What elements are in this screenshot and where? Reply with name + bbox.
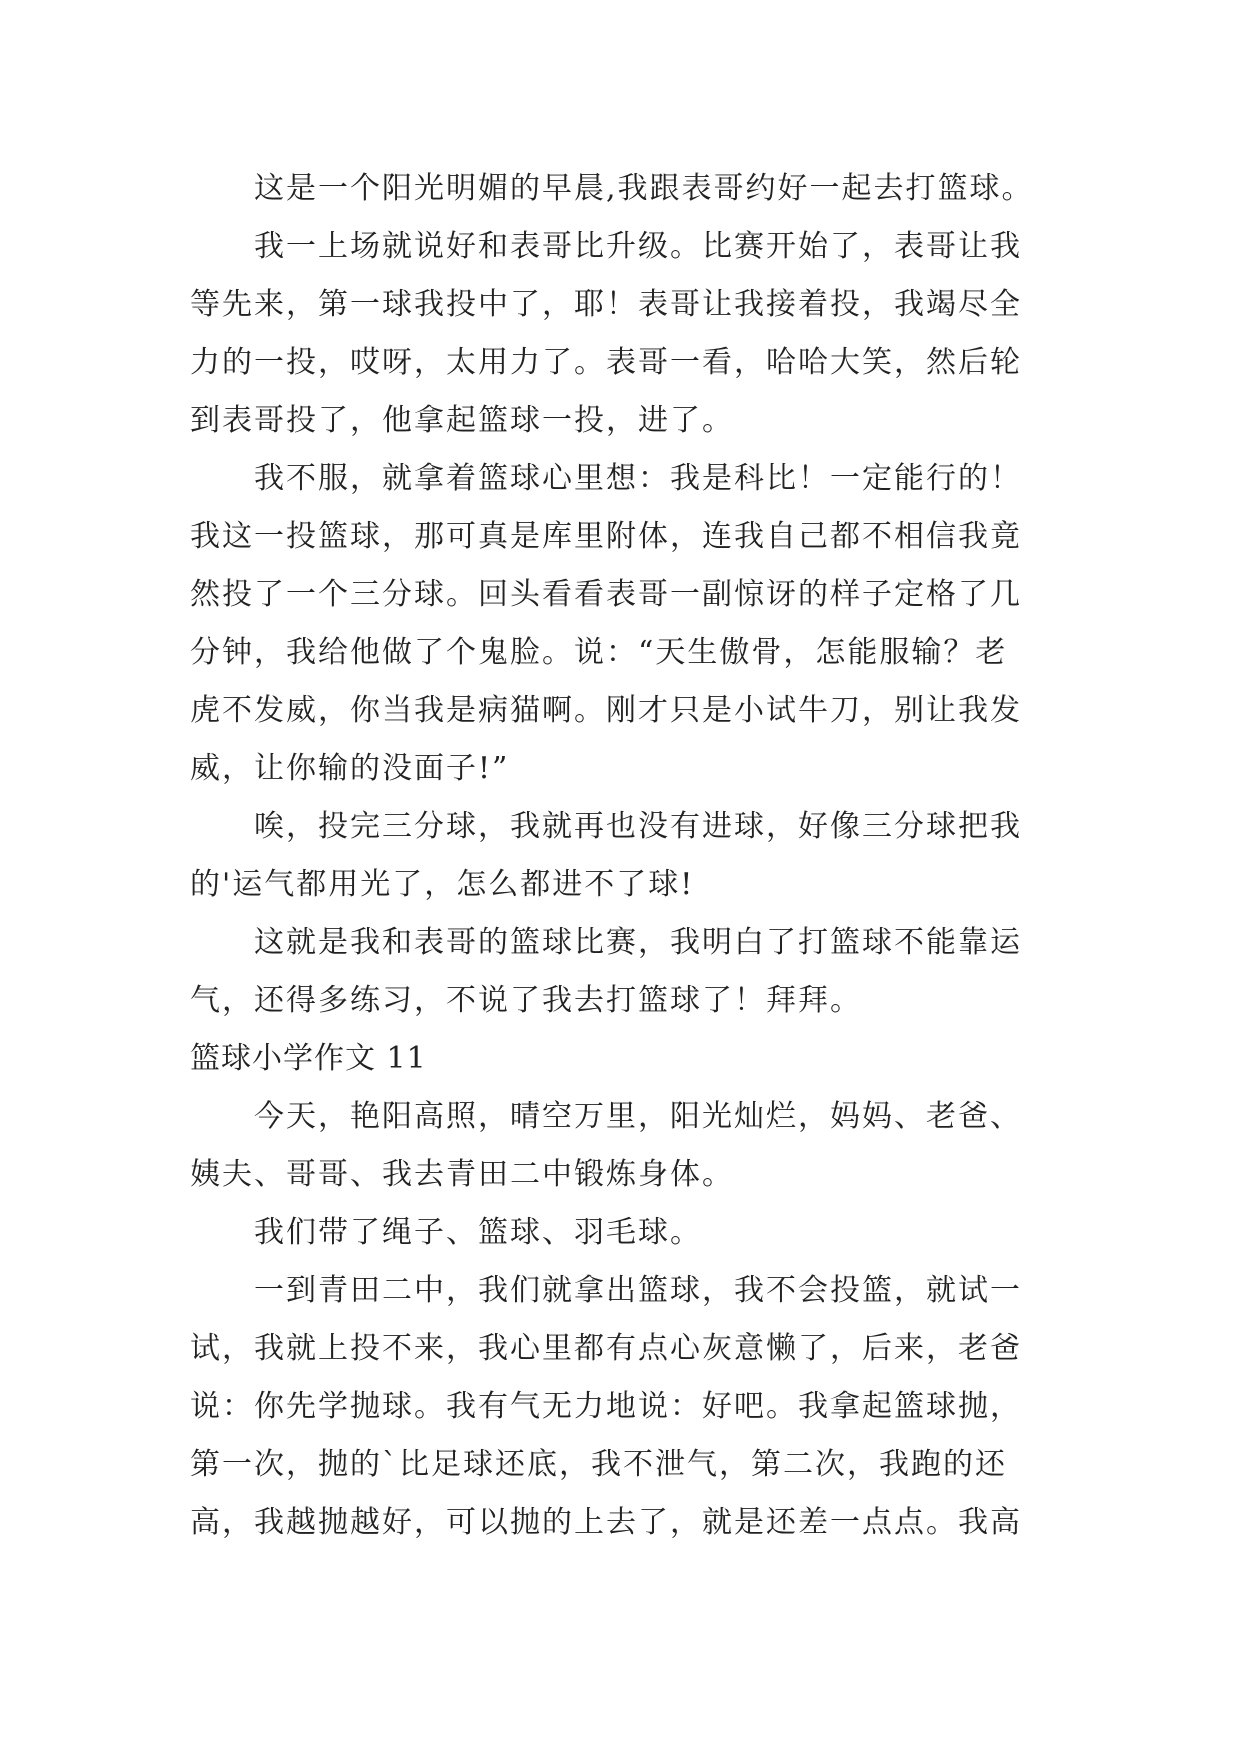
text-line: 高，我越抛越好，可以抛的上去了，就是还差一点点。我高 — [190, 1505, 1022, 1540]
text-line: 等先来，第一球我投中了，耶！表哥让我接着投，我竭尽全 — [190, 287, 1022, 322]
text-line: 的'运气都用光了，怎么都进不了球! — [190, 867, 695, 902]
text-line: 到表哥投了，他拿起篮球一投，进了。 — [190, 403, 734, 438]
text-line: 我这一投篮球，那可真是库里附体，连我自己都不相信我竟 — [190, 519, 1022, 554]
text-line: 说：你先学抛球。我有气无力地说：好吧。我拿起篮球抛， — [190, 1389, 1022, 1424]
text-line: 唉，投完三分球，我就再也没有进球，好像三分球把我 — [254, 809, 1022, 844]
text-line: 一到青田二中，我们就拿出篮球，我不会投篮，就试一 — [254, 1273, 1022, 1308]
text-line: 分钟，我给他做了个鬼脸。说：“天生傲骨，怎能服输？老 — [190, 635, 1008, 670]
text-line: 力的一投，哎呀，太用力了。表哥一看，哈哈大笑，然后轮 — [190, 345, 1022, 380]
text-line: 试，我就上投不来，我心里都有点心灰意懒了，后来，老爸 — [190, 1331, 1022, 1366]
document-body — [190, 160, 1070, 1552]
text-line: 第一次，抛的`比足球还底，我不泄气，第二次，我跑的还 — [190, 1447, 1007, 1482]
text-line: 我们带了绳子、篮球、羽毛球。 — [254, 1215, 702, 1250]
text-line: 威，让你输的没面子!” — [190, 751, 510, 786]
text-line: 虎不发威，你当我是病猫啊。刚才只是小试牛刀，别让我发 — [190, 693, 1022, 728]
text-line: 今天，艳阳高照，晴空万里，阳光灿烂，妈妈、老爸、 — [254, 1099, 1022, 1134]
text-line: 这就是我和表哥的篮球比赛，我明白了打篮球不能靠运 — [254, 925, 1022, 960]
text-line: 气，还得多练习，不说了我去打篮球了！拜拜。 — [190, 983, 862, 1018]
text-line: 姨夫、哥哥、我去青田二中锻炼身体。 — [190, 1157, 734, 1192]
text-line: 然投了一个三分球。回头看看表哥一副惊讶的样子定格了几 — [190, 577, 1022, 612]
text-line: 我不服，就拿着篮球心里想：我是科比！一定能行的！ — [254, 461, 1022, 496]
text-line: 这是一个阳光明媚的早晨,我跟表哥约好一起去打篮球。 — [254, 171, 1034, 206]
text-line: 我一上场就说好和表哥比升级。比赛开始了，表哥让我 — [254, 229, 1022, 264]
section-heading: 篮球小学作文 11 — [190, 1041, 427, 1076]
